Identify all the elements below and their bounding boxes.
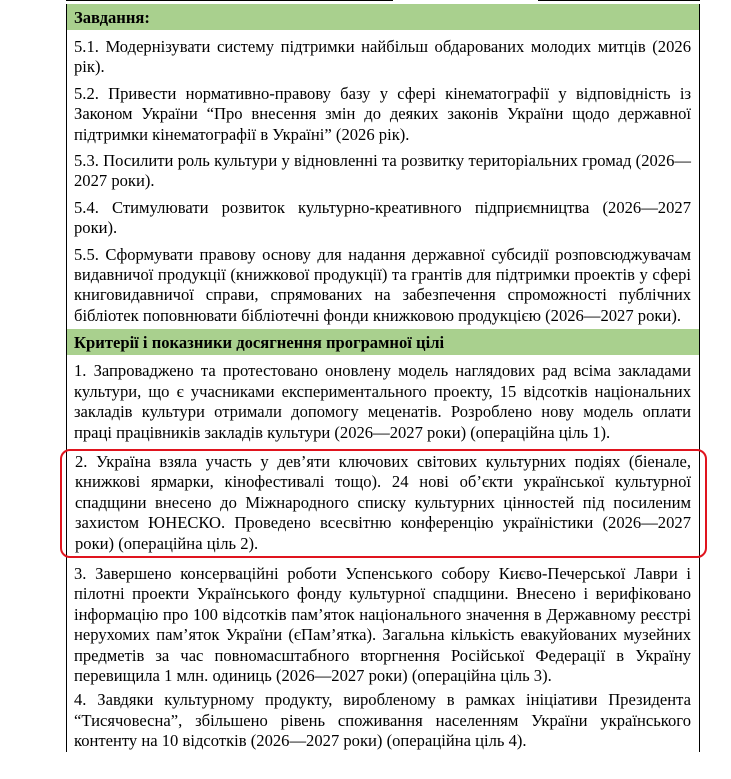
task-item: 5.1. Модернізувати систему підтримки найбільш обдарованих молодих митців (2026 рік).	[74, 37, 691, 77]
task-item: 5.5. Сформувати правову основу для надання державної субсидії розповсюджувачам видавничої продукції (книжкової продукції) та грантів для підтримки проектів у сфері книговидавничої справи, спрямованих на забезпечення спроможності публічних бібліотек поповнювати бібліотечні фонди книжковою продукцією (2026—2027 роки).	[74, 244, 691, 325]
highlighted-criterion	[60, 449, 707, 558]
criteria-heading: Критерії і показники досягнення програмної цілі	[66, 329, 700, 355]
criteria-section	[66, 355, 700, 751]
criterion-item: 1. Запроваджено та протестовано оновлену модель наглядових рад всіма закладами культури, що є учасниками експериментального проекту, 15 відсотків національних закладів культури отримали допомогу меценатів. Розроблено нову модель оплати праці працівників закладів культури (2026—2027 роки) (операційна ціль 1).	[74, 361, 691, 442]
criterion-item: 4. Завдяки культурному продукту, виробленому в рамках ініціативи Президента “Тисячовесна”, збільшено рівень споживання населенням України українського контенту на 10 відсотків (2026—2027 роки) (операційна ціль 4).	[74, 690, 691, 751]
task-item: 5.3. Посилити роль культури у відновленні та розвитку територіальних громад (2026—2027 роки).	[74, 151, 691, 191]
task-item: 5.2. Привести нормативно-правову базу у сфері кінематографії у відповідність із Законом України “Про внесення змін до деяких законів України щодо державної підтримки кінематографії в Україні” (2026 рік).	[74, 83, 691, 144]
criterion-item: 2. Україна взяла участь у дев’яти ключових світових культурних подіях (біенале, книжкові ярмарки, кінофестивалі тощо). 24 нові об’єкти української культурної спадщини внесено до Міжнародного списку культурних цінностей під посиленим захистом ЮНЕСКО. Проведено всесвітню конференцію україністики (2026—2027 роки) (операційна ціль 2).	[75, 451, 691, 553]
task-item: 5.4. Стимулювати розвиток культурно-креативного підприємництва (2026—2027 роки).	[74, 197, 691, 238]
tasks-heading: Завдання:	[66, 4, 700, 30]
criterion-item: 3. Завершено консерваційні роботи Успенського собору Києво-Печерської Лаври і пілотні проекти Українського фонду культурної спадщини. Внесено і верифіковано інформацію про 100 відсотків пам’яток національного значення в Державному реєстрі нерухомих пам’яток України (єПам’ятка). Загальна кількість евакуйованих музейних предметів за час повномасштабного вторгнення Російської Федерації в Україну перевищила 1 млн. одиниць (2026—2027 роки) (операційна ціль 3).	[74, 563, 691, 685]
top-border	[66, 0, 700, 2]
tasks-section	[66, 30, 700, 329]
document-page	[66, 4, 700, 756]
